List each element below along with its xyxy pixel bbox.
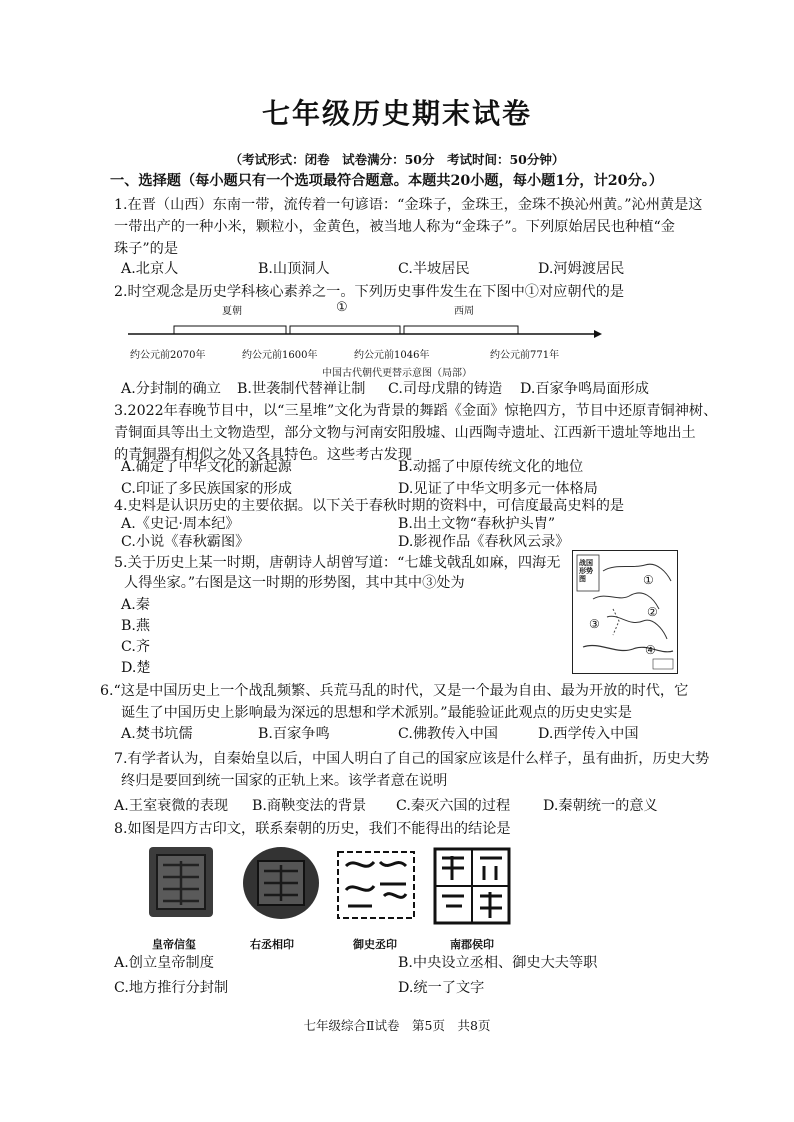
q1-option-c: C.半坡居民 (398, 261, 470, 277)
timeline-date-3: 约公元前1046年 (354, 350, 430, 361)
q4-option-b: B.出土文物“春秋护头胄” (398, 516, 556, 532)
q1-line-2: 一带出产的一种小米，颗粒小，金黄色，被当地人称为“金珠子”。下列原始居民也种植“金 (114, 219, 675, 235)
q5-line-2: 人得坐家。”右图是这一时期的形势图，其中其中③处为 (124, 575, 465, 591)
q8-option-a: A.创立皇帝制度 (114, 955, 214, 971)
q6-line-1: 6.“这是中国历史上一个战乱频繁、兵荒马乱的时代，又是一个最为自由、最为开放的时代，它 (100, 683, 689, 699)
q3-option-b: B.动摇了中原传统文化的地位 (398, 459, 584, 475)
q5-option-a: A.秦 (121, 597, 150, 613)
q7-option-b: B.商鞅变法的背景 (252, 798, 367, 814)
q1-option-a: A.北京人 (121, 261, 179, 277)
seal-caption-2: 右丞相印 (250, 938, 294, 951)
q3-line-2: 青铜面具等出土文物造型，部分文物与河南安阳殷墟、山西陶寺遗址、江西新干遗址等地出土 (114, 425, 696, 441)
timeline-label-xizhou: 西周 (454, 306, 474, 317)
map-marker-3: ③ (589, 617, 600, 631)
seal-huangdi-xinxi (147, 843, 217, 923)
map-marker-4: ④ (645, 643, 656, 657)
q2-line-1: 2.时空观念是历史学科核心素养之一。下列历史事件发生在下图中①对应朝代的是 (114, 284, 625, 300)
map-marker-2: ② (647, 605, 658, 619)
q3-option-a: A.确定了中华文化的新起源 (121, 459, 292, 475)
q8-option-c: C.地方推行分封制 (114, 980, 229, 996)
q8-option-b: B.中央设立丞相、御史大夫等职 (398, 955, 598, 971)
q4-line-1: 4.史料是认识历史的主要依据。以下关于春秋时期的资料中，可信度最高史料的是 (114, 498, 625, 514)
q7-option-d: D.秦朝统一的意义 (543, 798, 658, 814)
timeline-caption: 中国古代朝代更替示意图（局部） (322, 368, 472, 379)
exam-info: （考试形式：闭卷 试卷满分：50分 考试时间：50分钟） (229, 152, 565, 167)
q2-option-c: C.司母戊鼎的铸造 (388, 381, 503, 397)
q3-option-c: C.印证了多民族国家的形成 (121, 481, 292, 497)
q1-option-d: D.河姆渡居民 (538, 261, 625, 277)
q5-option-c: C.齐 (121, 639, 151, 655)
q6-option-b: B.百家争鸣 (258, 726, 330, 742)
page-footer: 七年级综合Ⅱ试卷 第5页 共8页 (303, 1018, 491, 1033)
q3-line-3: 的青铜器有相似之处又各具特色。这些考古发现 (114, 447, 412, 463)
seal-caption-4: 南郡侯印 (450, 938, 494, 951)
warring-states-map (572, 550, 678, 674)
q4-option-a: A.《史记·周本纪》 (121, 516, 240, 532)
q7-line-2: 终归是要回到统一国家的正轨上来。该学者意在说明 (121, 773, 448, 789)
q4-option-c: C.小说《春秋霸图》 (121, 534, 250, 550)
q7-line-1: 7.有学者认为，自秦始皇以后，中国人明白了自己的国家应该是什么样子，虽有曲折，历史大势 (114, 751, 710, 767)
seal-nanjun-houyin (432, 846, 512, 926)
q1-line-1: 1.在晋（山西）东南一带，流传着一句谚语：“金珠子，金珠王，金珠不换沁州黄。”沁州黄是这 (114, 197, 703, 213)
timeline-label-marker-1: ① (336, 300, 348, 315)
timeline-date-1: 约公元前2070年 (130, 350, 206, 361)
q5-option-d: D.楚 (121, 660, 151, 676)
q7-option-c: C.秦灭六国的过程 (396, 798, 511, 814)
q6-option-a: A.焚书坑儒 (121, 726, 193, 742)
q2-option-b: B.世袭制代替禅让制 (237, 381, 366, 397)
q7-option-a: A.王室衰微的表现 (114, 798, 229, 814)
q6-option-d: D.西学传入中国 (538, 726, 639, 742)
timeline-date-4: 约公元前771年 (490, 350, 560, 361)
map-marker-1: ① (643, 573, 654, 587)
timeline-date-2: 约公元前1600年 (242, 350, 318, 361)
q3-line-1: 3.2022年春晚节目中，以“三星堆”文化为背景的舞蹈《金面》惊艳四方，节目中还原青铜神树、 (114, 403, 718, 419)
q4-option-d: D.影视作品《春秋风云录》 (398, 534, 570, 550)
section-heading: 一、选择题（每小题只有一个选项最符合题意。本题共20小题，每小题1分，计20分。） (110, 173, 664, 189)
seal-caption-3: 御史丞印 (353, 938, 397, 951)
q1-option-b: B.山顶洞人 (258, 261, 330, 277)
timeline-label-xia: 夏朝 (222, 306, 242, 317)
seal-yushi-chengyin (334, 848, 418, 924)
q3-option-d: D.见证了中华文明多元一体格局 (398, 481, 598, 497)
map-title: 战国形势图 (579, 558, 593, 583)
q6-line-2: 诞生了中国历史上影响最为深远的思想和学术派别。”最能验证此观点的历史史实是 (121, 705, 632, 721)
page-title: 七年级历史期末试卷 (261, 97, 532, 130)
seal-caption-1: 皇帝信玺 (152, 938, 196, 951)
q2-option-a: A.分封制的确立 (121, 381, 221, 397)
q1-line-3: 珠子”的是 (114, 241, 179, 257)
q2-option-d: D.百家争鸣局面形成 (520, 381, 649, 397)
q6-option-c: C.佛教传入中国 (398, 726, 498, 742)
q8-option-d: D.统一了文字 (398, 980, 485, 996)
q5-option-b: B.燕 (121, 618, 151, 634)
q5-line-1: 5.关于历史上某一时期，唐朝诗人胡曾写道：“七雄戈戟乱如麻，四海无 (114, 555, 561, 571)
q8-line-1: 8.如图是四方古印文，联系秦朝的历史，我们不能得出的结论是 (114, 821, 511, 837)
seal-you-chengxiang (240, 843, 322, 923)
